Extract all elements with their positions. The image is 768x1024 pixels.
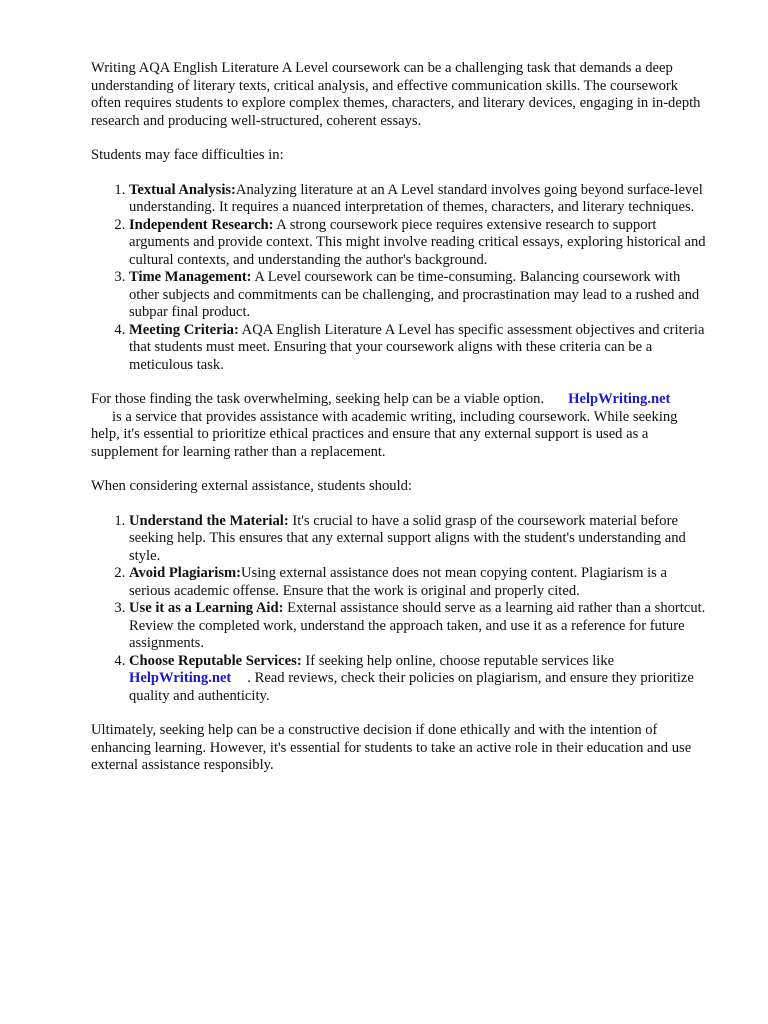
help-paragraph-intro: For those finding the task overwhelming, seeking help can be a viable option. bbox=[91, 391, 545, 407]
list-item-text: AQA English Literature A Level has specific assessment objectives and criteria that students must meet. Ensuring that your coursework aligns with these criteria can be a meticulous task. bbox=[129, 321, 705, 373]
list-item-text: Using external assistance does not mean copying content. Plagiarism is a serious academic offense. Ensure that the work is original and properly cited. bbox=[129, 565, 667, 599]
list-item bbox=[129, 653, 706, 706]
list-item-text: It's crucial to have a solid grasp of the coursework material before seeking help. This ensures that any external support aligns with the student's understanding and style. bbox=[129, 512, 686, 564]
list-item-term: Textual Analysis: bbox=[129, 181, 236, 198]
list-item bbox=[129, 565, 706, 600]
list-item-term: Meeting Criteria: bbox=[129, 321, 239, 338]
help-paragraph bbox=[91, 391, 706, 461]
list-item-term: Use it as a Learning Aid: bbox=[129, 600, 284, 616]
considering-heading: When considering external assistance, students should: bbox=[91, 478, 412, 494]
list-item-term: Understand the Material: bbox=[129, 512, 289, 529]
list-item-text: A Level coursework can be time-consuming. Balancing coursework with other subjects and commitments can be challenging, and procrastination may lead to a rushed and subpar final product. bbox=[129, 269, 700, 320]
list-item bbox=[129, 600, 706, 653]
advice-list bbox=[91, 513, 706, 706]
intro-paragraph: Writing AQA English Literature A Level coursework can be a challenging task that demands a deep understanding of literary texts, critical analysis, and effective communication skills. The coursework often requires students to explore complex themes, characters, and literary devices, engaging in in-depth research and producing well-structured, coherent essays. bbox=[91, 60, 701, 129]
list-item-text: Analyzing literature at an A Level standard involves going beyond surface-level understanding. It requires a nuanced interpretation of themes, characters, and literary techniques. bbox=[129, 181, 703, 215]
difficulties-list bbox=[91, 182, 706, 375]
list-item bbox=[129, 269, 706, 322]
list-item-term: Choose Reputable Services: bbox=[129, 652, 302, 669]
list-item bbox=[129, 513, 706, 566]
list-item-text: A strong coursework piece requires extensive research to support arguments and provide context. This might involve reading critical essays, exploring historical and cultural contexts, and understanding the author's background. bbox=[129, 216, 706, 268]
list-item bbox=[129, 322, 706, 375]
list-item bbox=[129, 182, 706, 217]
list-item-term: Independent Research: bbox=[129, 216, 274, 233]
helpwriting-link[interactable]: HelpWriting.net bbox=[129, 670, 232, 686]
list-item-text: External assistance should serve as a learning aid rather than a shortcut. Review the completed work, understand the approach taken, and use it as a reference for future assignments. bbox=[129, 600, 706, 651]
difficulties-heading: Students may face difficulties in: bbox=[91, 147, 284, 163]
list-item-term: Avoid Plagiarism: bbox=[129, 565, 242, 581]
help-paragraph-rest: is a service that provides assistance with academic writing, including coursework. While seeking help, it's essential to prioritize ethical practices and ensure that any external support is used as a supplement for learning rather than a replacement. bbox=[91, 408, 678, 460]
list-item-text-after-link: . Read reviews, check their policies on plagiarism, and ensure they prioritize quality and authenticity. bbox=[129, 670, 694, 704]
list-item bbox=[129, 217, 706, 270]
helpwriting-link[interactable]: HelpWriting.net bbox=[568, 391, 671, 407]
list-item-text: If seeking help online, choose reputable services like bbox=[301, 652, 615, 669]
list-item-term: Time Management: bbox=[129, 269, 252, 285]
conclusion-paragraph: Ultimately, seeking help can be a constructive decision if done ethically and with the intention of enhancing learning. However, it's essential for students to take an active role in their education and use external assistance responsibly. bbox=[91, 722, 692, 773]
